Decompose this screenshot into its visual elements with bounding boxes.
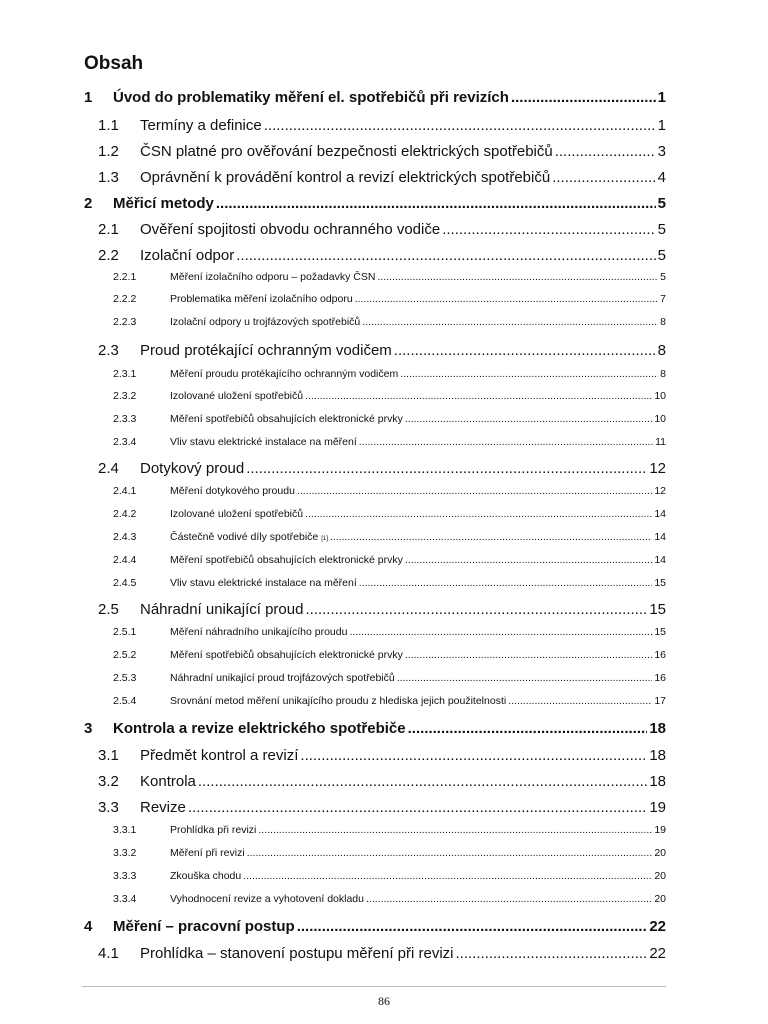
toc-entry[interactable] (98, 601, 666, 618)
toc-entry-title: Náhradní unikající proud trojfázových spotřebičů (170, 672, 395, 684)
toc-entry-page: 19 (654, 824, 666, 836)
toc-entry-page: 20 (654, 870, 666, 882)
toc-entry-number: 2.4.5 (113, 577, 137, 589)
toc-entry-title: Ověření spojitosti obvodu ochranného vodiče (140, 221, 441, 238)
dot-leader (216, 195, 656, 212)
toc-entry-title: Vliv stavu elektrické instalace na měření (170, 436, 357, 448)
toc-entry-page: 1 (657, 89, 666, 106)
toc-entry-number: 3.2 (98, 773, 119, 790)
toc-entry[interactable] (98, 247, 666, 264)
toc-entry[interactable] (113, 271, 666, 283)
toc-entry-page: 22 (649, 945, 666, 962)
toc-entry-page: 14 (654, 531, 666, 543)
toc-entry-number: 2.3.1 (113, 368, 137, 380)
toc-entry-title: Měření proudu protékajícího ochranným vodičem (170, 368, 399, 380)
dot-leader (305, 390, 652, 402)
dot-leader (300, 747, 647, 764)
toc-entry-number: 2.5.1 (113, 626, 137, 638)
toc-entry-number: 2.5.3 (113, 672, 137, 684)
toc-entry-title: Předmět kontrol a revizí (140, 747, 299, 764)
toc-entry[interactable] (113, 316, 666, 328)
toc-entry-number: 2.4.3 (113, 531, 137, 543)
toc-entry-title: Úvod do problematiky měření el. spotřebičů při revizích (113, 89, 509, 106)
toc-entry-title: Kontrola (140, 773, 196, 790)
toc-entry-number: 3.3.1 (113, 824, 137, 836)
toc-entry-page: 8 (660, 368, 666, 380)
dot-leader (258, 824, 652, 836)
dot-leader (349, 626, 652, 638)
toc-entry-number: 4 (84, 918, 93, 935)
toc-entry-number: 2 (84, 195, 93, 212)
dot-leader (330, 531, 652, 543)
dot-leader (246, 460, 647, 477)
toc-entry-page: 18 (649, 747, 666, 764)
toc-entry-title: Měření spotřebičů obsahujících elektronické prvky (170, 413, 403, 425)
toc-entry-title: Zkouška chodu (170, 870, 242, 882)
toc-entry-title: Měření náhradního unikajícího proudu (170, 626, 348, 638)
toc-entry-page: 5 (657, 221, 666, 238)
toc-entry-page: 16 (654, 649, 666, 661)
toc-entry-number: 3.3 (98, 799, 119, 816)
toc-entry-number: 3.3.4 (113, 893, 137, 905)
toc-entry[interactable] (113, 413, 666, 425)
dot-leader (305, 508, 652, 520)
toc-entry-page: 15 (654, 577, 666, 589)
toc-entry-number: 2.4 (98, 460, 119, 477)
toc-entry-title: Srovnání metod měření unikajícího proudu z hlediska jejich použitelnosti (170, 695, 507, 707)
toc-entry-number: 2.4.2 (113, 508, 137, 520)
toc-entry-title: Termíny a definice (140, 117, 262, 134)
toc-entry-page: 16 (654, 672, 666, 684)
toc-entry-number: 3.3.2 (113, 847, 137, 859)
toc-entry-title: Problematika měření izolačního odporu (170, 293, 353, 305)
dot-leader (359, 436, 653, 448)
toc-entry-title: Revize (140, 799, 186, 816)
toc-entry-page: 12 (654, 485, 666, 497)
toc-entry[interactable] (113, 436, 666, 448)
toc-entry-number: 2.1 (98, 221, 119, 238)
page-number: 86 (378, 994, 390, 1008)
toc-entry-number: 1.1 (98, 117, 119, 134)
toc-entry-number: 2.3.3 (113, 413, 137, 425)
toc-entry-title: Prohlídka – stanovení postupu měření při revizi (140, 945, 454, 962)
toc-entry[interactable] (113, 893, 666, 905)
toc-entry[interactable] (98, 221, 666, 238)
toc-entry-title: Náhradní unikající proud (140, 601, 304, 618)
toc-entry-number: 3.1 (98, 747, 119, 764)
toc-entry[interactable] (113, 554, 666, 566)
toc-entry-title: Izolované uložení spotřebičů (170, 508, 304, 520)
toc-entry[interactable] (113, 368, 666, 380)
toc-entry-title: Izolační odpory u trojfázových spotřebičů (170, 316, 361, 328)
toc-entry-page: 17 (654, 695, 666, 707)
toc-entry-title: Oprávnění k provádění kontrol a revizí elektrických spotřebičů (140, 169, 551, 186)
dot-leader (400, 368, 658, 380)
dot-leader (397, 672, 653, 684)
toc-entry-number: 4.1 (98, 945, 119, 962)
toc-entry-page: 22 (649, 918, 666, 935)
toc-entry-title: Měření izolačního odporu – požadavky ČSN (170, 271, 376, 283)
toc-entry[interactable] (113, 695, 666, 707)
dot-leader (456, 945, 648, 962)
toc-entry[interactable] (98, 342, 666, 359)
toc-entry-title: Měření spotřebičů obsahujících elektronické prvky (170, 554, 403, 566)
toc-entry[interactable] (98, 169, 666, 186)
citation-marker: [1] (321, 536, 328, 542)
toc-entry[interactable] (113, 508, 666, 520)
toc-entry[interactable] (113, 847, 666, 859)
toc-entry-page: 20 (654, 893, 666, 905)
toc-entry-number: 1 (84, 89, 93, 106)
toc-entry-number: 2.5.4 (113, 695, 137, 707)
toc-entry-page: 20 (654, 847, 666, 859)
dot-leader (405, 649, 652, 661)
toc-entry-page: 1 (657, 117, 666, 134)
toc-entry-title: ČSN platné pro ověřování bezpečnosti elektrických spotřebičů (140, 143, 553, 160)
toc-entry[interactable] (113, 390, 666, 402)
toc-entry[interactable] (113, 649, 666, 661)
toc-entry[interactable] (98, 117, 666, 134)
dot-leader (359, 577, 653, 589)
dot-leader (362, 316, 658, 328)
toc-entry-page: 15 (654, 626, 666, 638)
toc-entry-page: 8 (660, 316, 666, 328)
toc-entry-page: 14 (654, 554, 666, 566)
toc-entry[interactable] (98, 945, 666, 962)
dot-leader (405, 554, 652, 566)
toc-entry-number: 2.5 (98, 601, 119, 618)
toc-heading: Obsah (84, 53, 144, 74)
toc-entry-page: 8 (657, 342, 666, 359)
toc-entry[interactable] (113, 577, 666, 589)
dot-leader (442, 221, 655, 238)
toc-entry-page: 10 (654, 413, 666, 425)
toc-entry-number: 2.2 (98, 247, 119, 264)
toc-entry-page: 18 (649, 773, 666, 790)
toc-entry[interactable] (98, 747, 666, 764)
toc-entry-page: 18 (649, 720, 666, 737)
toc-entry-title: Proud protékající ochranným vodičem (140, 342, 392, 359)
toc-entry-page: 5 (657, 195, 666, 212)
toc-entry-title: Vyhodnocení revize a vyhotovení dokladu (170, 893, 364, 905)
toc-entry[interactable] (98, 143, 666, 160)
toc-entry[interactable] (84, 195, 666, 212)
toc-entry-page: 14 (654, 508, 666, 520)
dot-leader (198, 773, 647, 790)
toc-entry-title: Měření spotřebičů obsahujících elektronické prvky (170, 649, 403, 661)
dot-leader (247, 847, 653, 859)
dot-leader (366, 893, 652, 905)
toc-entry-title: Měřicí metody (113, 195, 214, 212)
toc-entry-page: 5 (657, 247, 666, 264)
toc-entry-number: 2.2.2 (113, 293, 137, 305)
toc-entry[interactable] (113, 626, 666, 638)
dot-leader (243, 870, 652, 882)
toc-entry[interactable] (113, 824, 666, 836)
toc-entry-title: Měření – pracovní postup (113, 918, 295, 935)
toc-entry-number: 2.3 (98, 342, 119, 359)
toc-entry-page: 15 (649, 601, 666, 618)
dot-leader (377, 271, 658, 283)
toc-entry-title: Izolační odpor (140, 247, 235, 264)
toc-entry-number: 2.3.2 (113, 390, 137, 402)
dot-leader (355, 293, 658, 305)
toc-entry-number: 1.3 (98, 169, 119, 186)
dot-leader (508, 695, 652, 707)
toc-entry-page: 19 (649, 799, 666, 816)
toc-entry-number: 2.4.4 (113, 554, 137, 566)
dot-leader (188, 799, 647, 816)
toc-entry[interactable] (84, 720, 666, 737)
toc-entry-number: 3 (84, 720, 93, 737)
toc-entry-page: 3 (657, 143, 666, 160)
toc-entry-page: 7 (660, 293, 666, 305)
toc-entry[interactable] (84, 918, 666, 935)
dot-leader (236, 247, 655, 264)
toc-entry[interactable] (98, 460, 666, 477)
toc-entry-number: 2.2.3 (113, 316, 137, 328)
dot-leader (394, 342, 656, 359)
dot-leader (555, 143, 656, 160)
toc-entry[interactable] (113, 293, 666, 305)
dot-leader (552, 169, 655, 186)
toc-entry-page: 11 (655, 436, 666, 448)
dot-leader (297, 485, 652, 497)
toc-entry-title: Izolované uložení spotřebičů (170, 390, 304, 402)
toc-entry-title: Dotykový proud (140, 460, 245, 477)
toc-entry-number: 2.5.2 (113, 649, 137, 661)
toc-entry[interactable] (84, 89, 666, 106)
toc-entry-title: Částečně vodivé díly spotřebiče (170, 531, 319, 543)
toc-entry[interactable] (113, 531, 666, 543)
toc-entry-title: Prohlídka při revizi (170, 824, 257, 836)
dot-leader (305, 601, 647, 618)
toc-entry-number: 3.3.3 (113, 870, 137, 882)
toc-entry[interactable] (98, 799, 666, 816)
toc-entry-title: Měření při revizi (170, 847, 245, 859)
toc-entry-title: Kontrola a revize elektrického spotřebiče (113, 720, 406, 737)
dot-leader (511, 89, 656, 106)
dot-leader (405, 413, 652, 425)
toc-entry-title: Měření dotykového proudu (170, 485, 295, 497)
toc-entry-page: 5 (660, 271, 666, 283)
toc-entry-page: 12 (649, 460, 666, 477)
footer-divider (82, 986, 666, 987)
toc-entry-page: 4 (657, 169, 666, 186)
toc-entry-number: 2.3.4 (113, 436, 137, 448)
toc-entry-number: 2.4.1 (113, 485, 137, 497)
dot-leader (297, 918, 648, 935)
toc-entry-page: 10 (654, 390, 666, 402)
toc-entry-title: Vliv stavu elektrické instalace na měření (170, 577, 357, 589)
toc-entry[interactable] (113, 672, 666, 684)
toc-entry[interactable] (113, 870, 666, 882)
dot-leader (264, 117, 656, 134)
dot-leader (408, 720, 648, 737)
toc-entry-number: 2.2.1 (113, 271, 137, 283)
toc-entry-number: 1.2 (98, 143, 119, 160)
toc-entry[interactable] (98, 773, 666, 790)
toc-entry[interactable] (113, 485, 666, 497)
